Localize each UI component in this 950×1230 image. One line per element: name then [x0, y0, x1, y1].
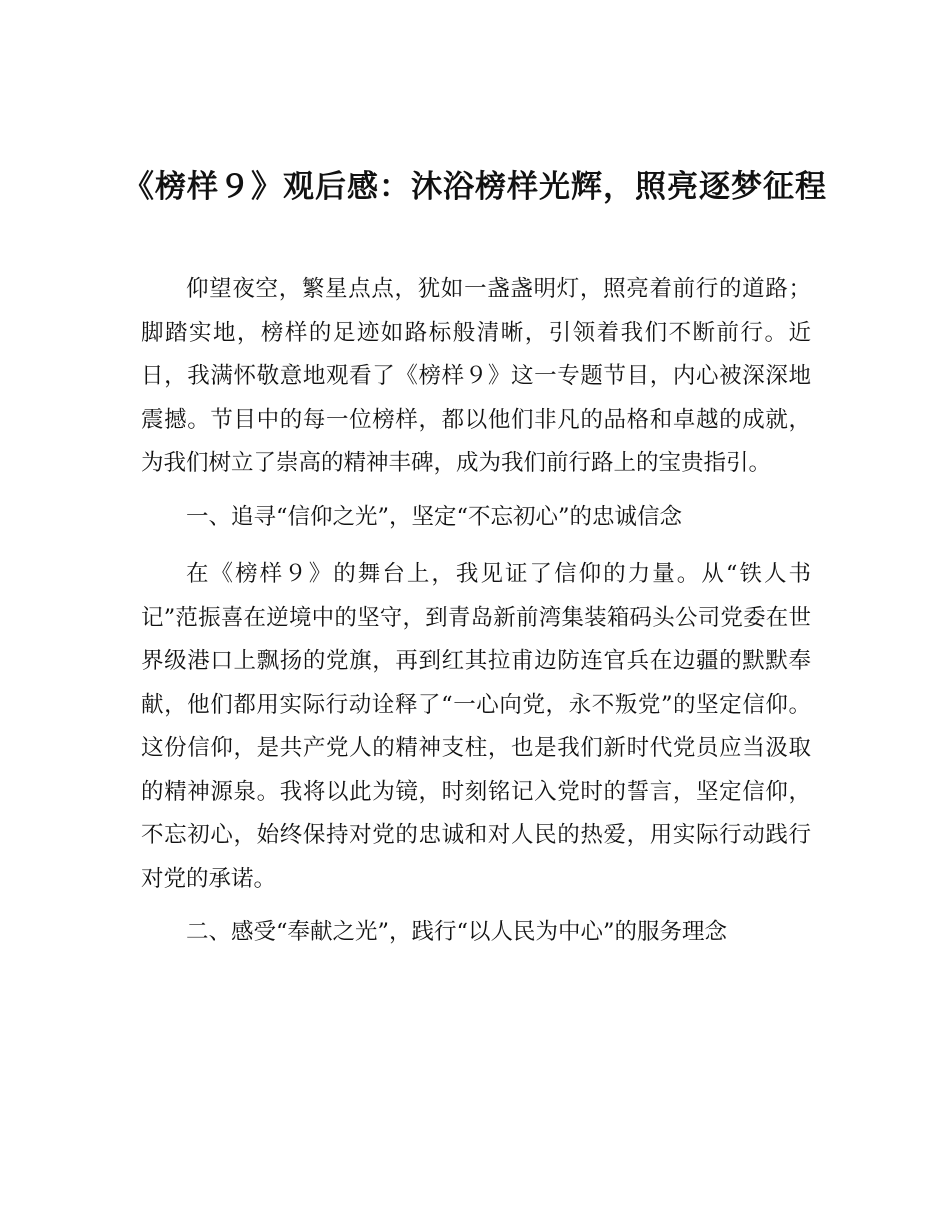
section-1-paragraph: 在《榜样９》的舞台上，我见证了信仰的力量。从“铁人书记”范振喜在逆境中的坚守，到青岛新前湾集装箱码头公司党委在世界级港口上飘扬的党旗，再到红其拉甫边防连官兵在边疆的默默奉献，他们都用实际行动诠释了“一心向党，永不叛党”的坚定信仰。这份信仰，是共产党人的精神支柱，也是我们新时代党员应当汲取的精神源泉。我将以此为镜，时刻铭记入党时的誓言，坚定信仰，不忘初心，始终保持对党的忠诚和对人民的热爱，用实际行动践行对党的承诺。: [141, 561, 811, 892]
document-body: [141, 268, 811, 969]
section-heading-1: 一、追寻“信仰之光”，坚定“不忘初心”的忠诚信念: [186, 503, 683, 530]
document-title: 《榜样９》观后感：沐浴榜样光辉，照亮逐梦征程: [123, 169, 827, 205]
intro-paragraph: 仰望夜空，繁星点点，犹如一盏盏明灯，照亮着前行的道路；脚踏实地，榜样的足迹如路标般清晰，引领着我们不断前行。近日，我满怀敬意地观看了《榜样９》这一专题节目，内心被深深地震撼。节目中的每一位榜样，都以他们非凡的品格和卓越的成就，为我们树立了崇高的精神丰碑，成为我们前行路上的宝贵指引。: [141, 276, 811, 476]
section-heading-2: 二、感受“奉献之光”，践行“以人民为中心”的服务理念: [186, 919, 728, 945]
